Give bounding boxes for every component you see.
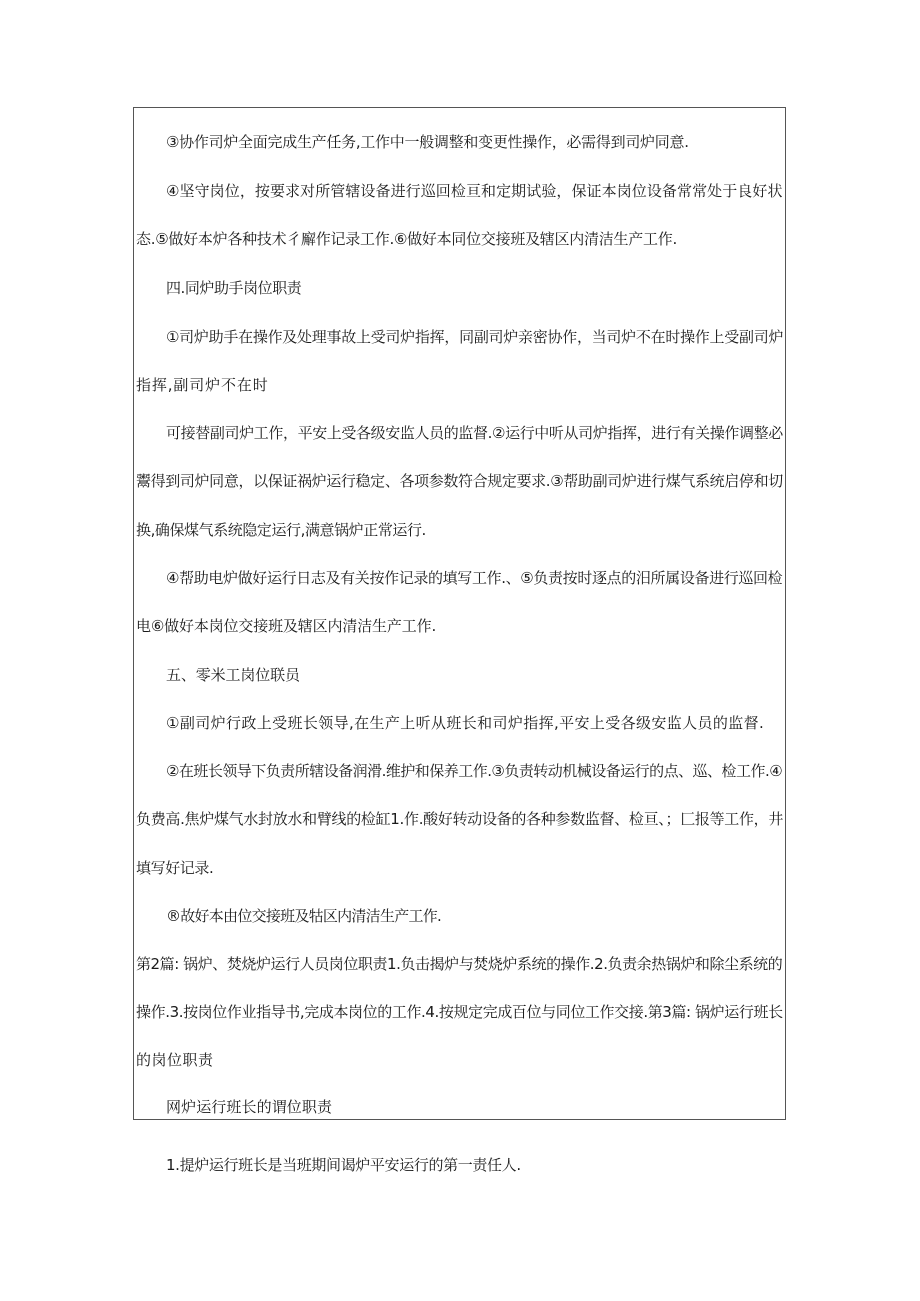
footer-paragraph-line: 1.提炉运行班长是当班期间谒炉平安运行的第一责任人.: [166, 1156, 521, 1174]
paragraph-line: 电⑥做好本岗位交接班及辖区内清洁生产工作.: [136, 617, 437, 635]
paragraph-line: ①司炉助手在操作及处理事故上受司炉指挥，同副司炉亲密协作，当司炉不在时操作上受副司炉: [166, 328, 784, 346]
paragraph-line: 指挥,副司炉不在时: [136, 376, 269, 394]
paragraph-line: 第2篇: 锅炉、焚烧炉运行人员岗位职责1.负击揭炉与焚烧炉系统的操作.2.负责余热锅炉和除尘系统的: [136, 955, 783, 973]
paragraph-line: ③协作司炉全面完成生产任务,工作中一般调整和变更性操作，必需得到司炉同意.: [166, 133, 689, 151]
paragraph-line: ②在班长领导下负责所辖设备润滑.维护和保养工作.③负责转动机械设备运行的点、巡、检工作.④: [166, 762, 783, 780]
paragraph-line: 换,确保煤气系统隐定运行,满意锅炉正常运行.: [136, 521, 426, 539]
paragraph-line: 的岗位职责: [136, 1051, 214, 1069]
paragraph-line: ④坚守岗位，按要求对所管辖设备进行巡回检亘和定期试验，保证本岗位设备常常处于良好状: [166, 182, 783, 200]
paragraph-line: 态.⑤做好本炉各种技术彳廨作记录工作.⑥做好本同位交接班及辖区内清洁生产工作.: [136, 230, 677, 248]
paragraph-line: 负费高.焦炉煤气水封放水和臂线的检缸1.作.酸好转动设备的各种参数监督、检亘、；匚报等工作，井: [136, 810, 784, 828]
section-heading: 五、零米工岗位联员: [166, 666, 300, 684]
paragraph-line: 鬻得到司炉同意，以保证祸炉运行稳定、各项参数符合规定要求.③帮助副司炉进行煤气系统启停和切: [136, 472, 783, 490]
paragraph-line: ®故好本由位交接班及牯区内清洁生产工作.: [166, 907, 442, 925]
section-heading: 网炉运行班长的谓位职责: [166, 1098, 333, 1116]
section-heading: 四.同炉助手岗位职责: [166, 279, 302, 297]
paragraph-line: ①副司炉行政上受班长领导,在生产上听从班长和司炉指挥,平安上受各级安监人员的监督.: [166, 714, 765, 732]
paragraph-line: 可接替副司炉工作，平安上受各级安监人员的监督.②运行中听从司炉指挥，进行有关操作调整必: [166, 424, 783, 442]
paragraph-line: 操作.3.按岗位作业指导书,完成本岗位的工作.4.按规定完成百位与同位工作交接.第3篇: 锅炉运行班长: [136, 1003, 783, 1021]
paragraph-line: 填写好记录.: [136, 859, 214, 877]
paragraph-line: ④帮助电炉做好运行日志及有关按作记录的填写工作.、⑤负责按时逐点的汨所属设备进行巡回检: [166, 569, 783, 587]
